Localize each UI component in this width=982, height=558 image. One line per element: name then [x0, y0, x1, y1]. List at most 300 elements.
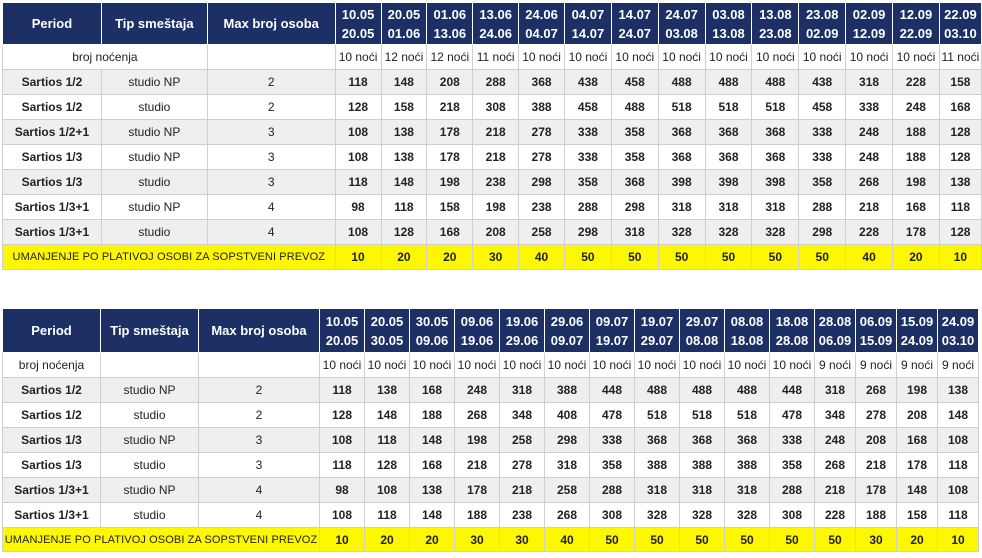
price-cell: 198 [455, 428, 500, 453]
discount-cell: 50 [705, 245, 752, 270]
nights-cell: 10 noći [455, 353, 500, 378]
nights-row [3, 45, 982, 70]
price-cell: 268 [846, 170, 893, 195]
accommodation-type: studio NP [101, 70, 207, 95]
nights-empty-cell [199, 353, 320, 378]
price-cell: 278 [519, 145, 565, 170]
price-cell: 268 [815, 453, 856, 478]
price-cell: 118 [335, 170, 381, 195]
price-cell: 358 [611, 120, 658, 145]
period-end-date: 08.08 [685, 332, 719, 348]
price-cell: 288 [473, 70, 519, 95]
price-cell: 218 [473, 145, 519, 170]
nights-label: broj noćenja [3, 45, 208, 70]
discount-label: UMANJENJE PO PLATIVOJ OSOBI ZA SOPSTVENI PREVOZ [3, 245, 336, 270]
period-date-header [815, 309, 856, 353]
type-header: Tip smeštaja [101, 309, 199, 353]
price-cell: 268 [545, 503, 590, 528]
price-cell: 138 [381, 120, 427, 145]
price-cell: 338 [846, 95, 893, 120]
period-end-date: 29.07 [640, 332, 674, 348]
room-name: Sartios 1/3 [3, 145, 102, 170]
table-row [3, 403, 979, 428]
max-persons: 3 [199, 453, 320, 478]
price-cell: 218 [815, 478, 856, 503]
table-row [3, 378, 979, 403]
max-persons: 2 [207, 95, 335, 120]
period-end-date: 02.09 [805, 25, 839, 41]
period-start-date: 18.08 [775, 313, 809, 329]
price-cell: 218 [500, 478, 545, 503]
price-cell: 158 [381, 95, 427, 120]
nights-cell: 10 noći [658, 45, 705, 70]
period-date-header [725, 309, 770, 353]
max-persons: 2 [207, 70, 335, 95]
price-cell: 488 [752, 70, 799, 95]
table-row [3, 170, 982, 195]
price-cell: 488 [725, 378, 770, 403]
room-name: Sartios 1/3 [3, 428, 101, 453]
max-persons-header: Max broj osoba [207, 3, 335, 45]
room-name: Sartios 1/2 [3, 70, 102, 95]
max-persons-header: Max broj osoba [199, 309, 320, 353]
price-cell: 358 [799, 170, 846, 195]
price-cell: 178 [427, 120, 473, 145]
period-end-date: 04.07 [525, 25, 558, 41]
price-cell: 488 [705, 70, 752, 95]
discount-cell: 10 [335, 245, 381, 270]
nights-cell: 10 noći [705, 45, 752, 70]
period-end-date: 03.10 [941, 332, 975, 348]
price-cell: 258 [519, 220, 565, 245]
period-start-date: 29.06 [550, 313, 584, 329]
period-start-date: 24.06 [525, 6, 558, 22]
period-date-header [770, 309, 815, 353]
price-cell: 368 [658, 120, 705, 145]
price-cell: 288 [590, 478, 635, 503]
nights-cell: 10 noći [545, 353, 590, 378]
discount-cell: 30 [473, 245, 519, 270]
accommodation-type: studio NP [101, 478, 199, 503]
period-start-date: 08.08 [730, 313, 764, 329]
period-start-date: 09.07 [595, 313, 629, 329]
nights-cell: 10 noći [752, 45, 799, 70]
accommodation-type: studio NP [101, 428, 199, 453]
nights-cell: 10 noći [635, 353, 680, 378]
nights-cell: 10 noći [893, 45, 940, 70]
price-cell: 518 [658, 95, 705, 120]
price-cell: 208 [473, 220, 519, 245]
price-cell: 118 [365, 503, 410, 528]
price-cell: 188 [856, 503, 897, 528]
max-persons: 2 [199, 403, 320, 428]
period-date-header [939, 3, 981, 45]
nights-cell: 11 noći [939, 45, 981, 70]
period-end-date: 14.07 [571, 25, 605, 41]
price-cell: 178 [897, 453, 938, 478]
price-cell: 368 [611, 170, 658, 195]
room-name: Sartios 1/3 [3, 453, 101, 478]
price-cell: 388 [519, 95, 565, 120]
discount-cell: 20 [427, 245, 473, 270]
price-cell: 458 [799, 95, 846, 120]
price-cell: 148 [381, 170, 427, 195]
period-end-date: 03.10 [944, 25, 977, 41]
room-name: Sartios 1/2 [3, 403, 101, 428]
max-persons: 3 [207, 170, 335, 195]
price-cell: 168 [897, 428, 938, 453]
price-cell: 308 [770, 503, 815, 528]
price-cell: 108 [938, 428, 979, 453]
max-persons: 2 [199, 378, 320, 403]
price-cell: 148 [365, 403, 410, 428]
price-cell: 258 [545, 478, 590, 503]
period-end-date: 29.06 [505, 332, 539, 348]
price-cell: 158 [427, 195, 473, 220]
price-cell: 168 [410, 378, 455, 403]
accommodation-type: studio [101, 453, 199, 478]
nights-cell: 10 noći [846, 45, 893, 70]
price-cell: 248 [846, 145, 893, 170]
period-end-date: 24.07 [618, 25, 652, 41]
period-end-date: 13.06 [433, 25, 467, 41]
price-cell: 488 [611, 95, 658, 120]
price-cell: 518 [752, 95, 799, 120]
period-start-date: 20.05 [387, 6, 421, 22]
period-start-date: 22.09 [944, 6, 977, 22]
accommodation-type: studio [101, 503, 199, 528]
accommodation-type: studio NP [101, 195, 207, 220]
accommodation-type: studio [101, 95, 207, 120]
discount-cell: 10 [320, 528, 365, 552]
period-end-date: 09.06 [415, 332, 449, 348]
period-start-date: 13.08 [759, 6, 792, 22]
price-cell: 338 [590, 428, 635, 453]
price-cell: 448 [590, 378, 635, 403]
discount-cell: 20 [410, 528, 455, 552]
room-name: Sartios 1/3+1 [3, 195, 102, 220]
price-cell: 328 [725, 503, 770, 528]
price-cell: 328 [635, 503, 680, 528]
period-date-header [611, 3, 658, 45]
nights-cell: 10 noći [590, 353, 635, 378]
price-cell: 358 [590, 453, 635, 478]
accommodation-type: studio NP [101, 120, 207, 145]
price-cell: 128 [939, 220, 981, 245]
nights-row [3, 353, 979, 378]
discount-cell: 40 [519, 245, 565, 270]
price-cell: 148 [897, 478, 938, 503]
price-cell: 128 [365, 453, 410, 478]
price-cell: 138 [938, 378, 979, 403]
period-start-date: 12.09 [899, 6, 933, 22]
price-cell: 158 [897, 503, 938, 528]
price-cell: 268 [455, 403, 500, 428]
period-date-header [658, 3, 705, 45]
accommodation-type: studio [101, 220, 207, 245]
price-cell: 218 [427, 95, 473, 120]
period-start-date: 29.07 [685, 313, 719, 329]
price-cell: 398 [705, 170, 752, 195]
price-cell: 138 [381, 145, 427, 170]
price-cell: 518 [725, 403, 770, 428]
period-start-date: 03.08 [712, 6, 745, 22]
discount-cell: 50 [799, 245, 846, 270]
price-cell: 148 [410, 428, 455, 453]
table-row [3, 478, 979, 503]
price-cell: 108 [335, 120, 381, 145]
discount-cell: 50 [635, 528, 680, 552]
price-cell: 318 [846, 70, 893, 95]
price-cell: 328 [752, 220, 799, 245]
price-cell: 388 [680, 453, 725, 478]
period-date-header [381, 3, 427, 45]
period-date-header [938, 309, 979, 353]
price-cell: 178 [455, 478, 500, 503]
price-cell: 318 [815, 378, 856, 403]
nights-cell: 10 noći [611, 45, 658, 70]
period-start-date: 14.07 [618, 6, 652, 22]
nights-empty-cell [207, 45, 335, 70]
max-persons: 4 [207, 220, 335, 245]
price-cell: 348 [815, 403, 856, 428]
price-cell: 118 [381, 195, 427, 220]
price-cell: 478 [590, 403, 635, 428]
period-date-header [897, 309, 938, 353]
discount-cell: 50 [680, 528, 725, 552]
period-start-date: 04.07 [571, 6, 605, 22]
price-cell: 458 [611, 70, 658, 95]
price-cell: 108 [938, 478, 979, 503]
max-persons: 3 [207, 145, 335, 170]
price-cell: 198 [897, 378, 938, 403]
price-cell: 488 [658, 70, 705, 95]
max-persons: 4 [199, 478, 320, 503]
period-header: Period [3, 3, 102, 45]
price-cell: 338 [564, 145, 611, 170]
price-cell: 118 [939, 195, 981, 220]
discount-cell: 20 [365, 528, 410, 552]
period-date-header [752, 3, 799, 45]
period-start-date: 28.08 [818, 313, 852, 329]
period-date-header [799, 3, 846, 45]
price-cell: 318 [611, 220, 658, 245]
price-cell: 178 [893, 220, 940, 245]
discount-cell: 50 [752, 245, 799, 270]
price-table-1 [2, 2, 982, 270]
price-cell: 208 [427, 70, 473, 95]
price-cell: 238 [500, 503, 545, 528]
price-cell: 368 [658, 145, 705, 170]
discount-cell: 10 [938, 528, 979, 552]
period-start-date: 13.06 [479, 6, 512, 22]
accommodation-type: studio [101, 403, 199, 428]
price-cell: 108 [365, 478, 410, 503]
price-cell: 318 [500, 378, 545, 403]
period-end-date: 24.06 [479, 25, 512, 41]
price-cell: 168 [410, 453, 455, 478]
price-cell: 358 [564, 170, 611, 195]
price-cell: 168 [893, 195, 940, 220]
price-cell: 328 [680, 503, 725, 528]
nights-cell: 10 noći [320, 353, 365, 378]
price-cell: 338 [799, 145, 846, 170]
price-table-2 [2, 308, 979, 552]
table-row [3, 95, 982, 120]
price-cell: 318 [752, 195, 799, 220]
period-date-header [635, 309, 680, 353]
discount-cell: 50 [658, 245, 705, 270]
discount-cell: 50 [590, 528, 635, 552]
period-start-date: 30.05 [415, 313, 449, 329]
period-end-date: 06.09 [818, 332, 852, 348]
period-start-date: 10.05 [325, 313, 359, 329]
period-date-header [410, 309, 455, 353]
nights-cell: 12 noći [427, 45, 473, 70]
discount-cell: 40 [545, 528, 590, 552]
period-start-date: 02.09 [852, 6, 886, 22]
nights-cell: 10 noći [500, 353, 545, 378]
price-cell: 228 [815, 503, 856, 528]
period-date-header [545, 309, 590, 353]
period-date-header [705, 3, 752, 45]
price-cell: 518 [705, 95, 752, 120]
period-start-date: 19.06 [505, 313, 539, 329]
max-persons: 4 [199, 503, 320, 528]
discount-row [3, 245, 982, 270]
price-cell: 388 [545, 378, 590, 403]
period-start-date: 10.05 [341, 6, 375, 22]
discount-cell: 50 [815, 528, 856, 552]
period-date-header [473, 3, 519, 45]
price-cell: 178 [856, 478, 897, 503]
nights-cell: 10 noći [564, 45, 611, 70]
room-name: Sartios 1/2 [3, 95, 102, 120]
price-cell: 188 [410, 403, 455, 428]
discount-cell: 30 [500, 528, 545, 552]
period-start-date: 09.06 [460, 313, 494, 329]
price-cell: 458 [564, 95, 611, 120]
price-cell: 358 [611, 145, 658, 170]
nights-cell: 9 noći [938, 353, 979, 378]
price-cell: 158 [939, 70, 981, 95]
nights-cell: 9 noći [856, 353, 897, 378]
period-date-header [365, 309, 410, 353]
price-cell: 138 [365, 378, 410, 403]
price-cell: 248 [846, 120, 893, 145]
period-end-date: 09.07 [550, 332, 584, 348]
price-cell: 98 [335, 195, 381, 220]
max-persons: 3 [199, 428, 320, 453]
period-end-date: 24.09 [900, 332, 934, 348]
price-cell: 128 [939, 145, 981, 170]
room-name: Sartios 1/3 [3, 170, 102, 195]
table-row [3, 195, 982, 220]
price-cell: 338 [770, 428, 815, 453]
period-end-date: 01.06 [387, 25, 421, 41]
price-cell: 118 [365, 428, 410, 453]
price-cell: 198 [893, 170, 940, 195]
discount-cell: 30 [455, 528, 500, 552]
period-date-header [500, 309, 545, 353]
price-cell: 318 [705, 195, 752, 220]
table-row [3, 453, 979, 478]
price-cell: 278 [856, 403, 897, 428]
price-cell: 108 [335, 145, 381, 170]
price-cell: 368 [705, 145, 752, 170]
table-row [3, 220, 982, 245]
price-cell: 438 [799, 70, 846, 95]
period-date-header [519, 3, 565, 45]
price-cell: 368 [725, 428, 770, 453]
price-cell: 368 [680, 428, 725, 453]
nights-cell: 10 noći [725, 353, 770, 378]
price-cell: 128 [939, 120, 981, 145]
price-cell: 298 [519, 170, 565, 195]
price-cell: 118 [320, 453, 365, 478]
header-row [3, 3, 982, 45]
nights-cell: 9 noći [897, 353, 938, 378]
price-cell: 228 [893, 70, 940, 95]
price-cell: 298 [611, 195, 658, 220]
price-cell: 148 [410, 503, 455, 528]
price-cell: 178 [427, 145, 473, 170]
nights-cell: 10 noći [799, 45, 846, 70]
price-cell: 198 [427, 170, 473, 195]
price-cell: 318 [680, 478, 725, 503]
price-cell: 368 [752, 145, 799, 170]
period-start-date: 24.07 [665, 6, 698, 22]
type-header: Tip smeštaja [101, 3, 207, 45]
price-cell: 138 [939, 170, 981, 195]
room-name: Sartios 1/2 [3, 378, 101, 403]
price-cell: 318 [635, 478, 680, 503]
period-end-date: 18.08 [730, 332, 764, 348]
nights-cell: 10 noći [519, 45, 565, 70]
table-row [3, 145, 982, 170]
price-cell: 478 [770, 403, 815, 428]
price-cell: 188 [893, 120, 940, 145]
price-cell: 128 [335, 95, 381, 120]
period-end-date: 19.06 [460, 332, 494, 348]
price-cell: 188 [893, 145, 940, 170]
price-cell: 318 [725, 478, 770, 503]
price-cell: 368 [635, 428, 680, 453]
period-end-date: 23.08 [759, 25, 792, 41]
period-start-date: 01.06 [433, 6, 467, 22]
price-cell: 188 [455, 503, 500, 528]
nights-cell: 10 noći [365, 353, 410, 378]
price-cell: 198 [473, 195, 519, 220]
price-cell: 168 [427, 220, 473, 245]
price-cell: 148 [381, 70, 427, 95]
nights-cell: 12 noći [381, 45, 427, 70]
price-cell: 388 [725, 453, 770, 478]
period-date-header [455, 309, 500, 353]
price-cell: 118 [938, 503, 979, 528]
period-end-date: 22.09 [899, 25, 933, 41]
price-cell: 258 [500, 428, 545, 453]
price-cell: 238 [473, 170, 519, 195]
nights-cell: 10 noći [335, 45, 381, 70]
price-cell: 278 [519, 120, 565, 145]
price-cell: 98 [320, 478, 365, 503]
period-end-date: 28.08 [775, 332, 809, 348]
price-cell: 218 [473, 120, 519, 145]
period-date-header [335, 3, 381, 45]
period-end-date: 19.07 [595, 332, 629, 348]
price-cell: 118 [938, 453, 979, 478]
